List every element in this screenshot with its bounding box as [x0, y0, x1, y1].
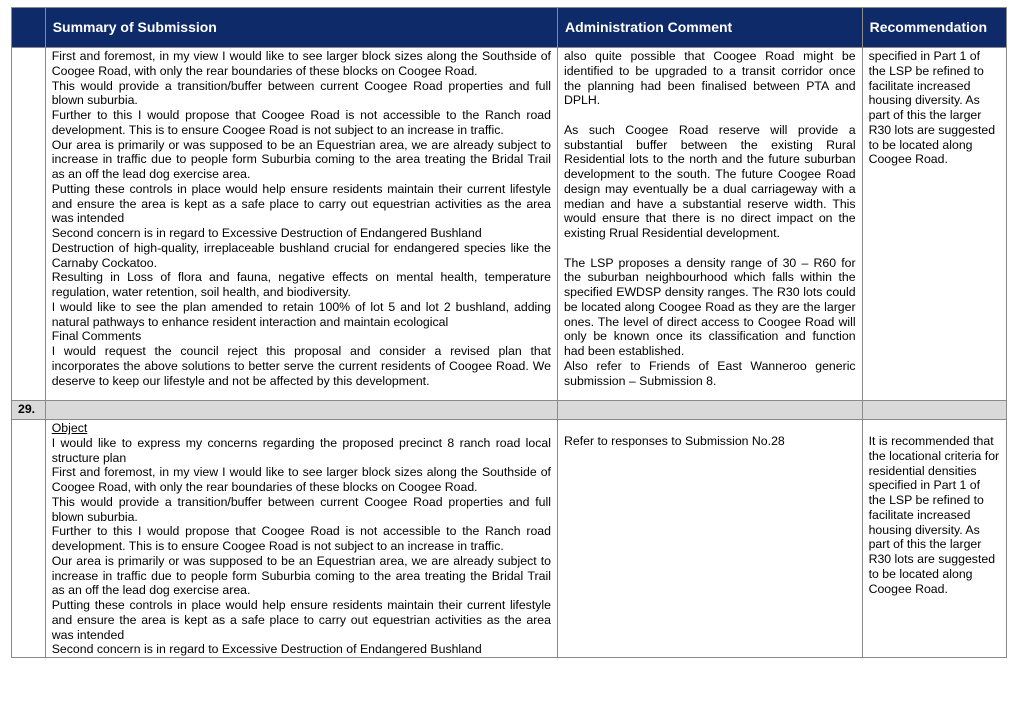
table-row: [12, 48, 1007, 401]
summary-paragraph: Second concern is in regard to Excessive Destruction of Endangered Bushland: [51, 226, 482, 240]
summary-paragraph: This would provide a transition/buffer between current Coogee Road properties and full blown suburbia.: [51, 494, 551, 524]
separator-cell: [45, 401, 557, 420]
header-summary: Summary of Submission: [45, 8, 557, 48]
summary-heading: Object: [51, 421, 88, 435]
separator-cell: [557, 401, 862, 420]
row-number-cell: [12, 420, 46, 658]
summary-paragraph: Final Comments: [51, 329, 142, 344]
summary-paragraph: Resulting in Loss of flora and fauna, negative effects on mental health, temperature regulation, water retention, soil health, and biodiversity.: [51, 270, 551, 299]
recommendation-cell: [862, 48, 1006, 401]
submission-number-row: [12, 401, 1007, 420]
recommendation-text: It is recommended that the locational criteria for residential densities specified in Part 1 of the LSP be refined to facilitate increased housing diversity. As part of this the larger R30 lots are suggested to be located along Coogee Road.: [868, 434, 1000, 596]
summary-paragraph: I would like to express my concerns regarding the proposed precinct 8 ranch road local structure plan: [51, 435, 551, 465]
summary-paragraph: Putting these controls in place would help ensure residents maintain their current lifestyle and ensure the area is kept as a safe place to carry out equestrian activities as the area was intended: [51, 181, 551, 226]
submission-number: 29.: [12, 401, 46, 420]
paragraph-gap: [564, 108, 856, 123]
summary-paragraph: Our area is primarily or was supposed to be an Equestrian area, we are already subject to increase in traffic due to people form Suburbia coming to the area treating the Bridal Trail as an off the lead dog exercise area.: [51, 137, 551, 181]
summary-paragraph: Destruction of high-quality, irreplaceable bushland crucial for endangered species like the Carnaby Cockatoo.: [51, 240, 551, 270]
paragraph-gap: [564, 241, 856, 256]
admin-paragraph: also quite possible that Coogee Road might be identified to be upgraded to a transit corridor once the planning had been finalised between PTA and DPLH.: [563, 49, 856, 108]
summary-paragraph: I would like to see the plan amended to retain 100% of lot 5 and lot 2 bushland, adding natural pathways to enhance resident interaction and maintain ecological: [51, 299, 551, 329]
header-admin-comment: Administration Comment: [557, 8, 862, 48]
table-header-row: [12, 8, 1007, 48]
summary-cell: [45, 420, 557, 658]
summary-paragraph: Our area is primarily or was supposed to be an Equestrian area, we are already subject to increase in traffic due to people form Suburbia coming to the area treating the Bridal Trail as an off the lead dog exercise area.: [51, 553, 551, 598]
summary-paragraph: I would request the council reject this proposal and consider a revised plan that incorporates the above solutions to better serve the current residents of Coogee Road. We deserve to keep our lifestyle and not be affected by this development.: [51, 344, 551, 388]
summary-paragraph: This would provide a transition/buffer between current Coogee Road properties and full blown suburbia.: [51, 78, 551, 108]
summary-paragraph: Further to this I would propose that Coogee Road is not accessible to the Ranch road development. This is to ensure Coogee Road is not subject to an increase in traffic.: [51, 524, 551, 553]
summary-paragraph: First and foremost, in my view I would like to see larger block sizes along the Southside of Coogee Road, with only the rear boundaries of these blocks on Coogee Road.: [51, 49, 551, 78]
summary-paragraph: Putting these controls in place would help ensure residents maintain their current lifestyle and ensure the area is kept as a safe place to carry out equestrian activities as the area was intended: [51, 598, 551, 642]
header-number: [12, 8, 46, 48]
admin-paragraph: The LSP proposes a density range of 30 – R60 for the suburban neighbourhood which falls within the specified EWDSP density ranges. The R30 lots could be located along Coogee Road as they are the larger ones. The level of direct access to Coogee Road will only be known once its classification and function had been established.: [563, 255, 856, 358]
row-number-cell: [12, 48, 46, 401]
table-row: [12, 420, 1007, 658]
summary-paragraph: Second concern is in regard to Excessive Destruction of Endangered Bushland: [51, 642, 482, 657]
summary-paragraph: Further to this I would propose that Coogee Road is not accessible to the Ranch road development. This is to ensure Coogee Road is not subject to an increase in traffic.: [51, 108, 551, 137]
admin-paragraph: Also refer to Friends of East Wanneroo generic submission – Submission 8.: [563, 358, 856, 388]
header-recommendation: Recommendation: [862, 8, 1006, 48]
submissions-table: [11, 7, 1007, 658]
recommendation-cell: [862, 420, 1006, 658]
summary-paragraph: First and foremost, in my view I would like to see larger block sizes along the Southside of Coogee Road, with only the rear boundaries of these blocks on Coogee Road.: [51, 465, 551, 494]
recommendation-text: specified in Part 1 of the LSP be refined to facilitate increased housing diversity. As part of this the larger R30 lots are suggested to be located along Coogee Road.: [868, 49, 996, 167]
summary-cell: [45, 48, 557, 401]
separator-cell: [862, 401, 1006, 420]
admin-comment-cell: [557, 420, 862, 658]
admin-comment-cell: [557, 48, 862, 401]
admin-paragraph: Refer to responses to Submission No.28: [563, 434, 785, 448]
admin-paragraph: As such Coogee Road reserve will provide a substantial buffer between the existing Rural Residential lots to the north and the future suburban development to the south. The future Coogee Road design may eventually be a dual carriageway with a median and have a substantial reserve width. This would ensure that there is no direct impact on the existing Rrual Residential development.: [563, 122, 856, 240]
